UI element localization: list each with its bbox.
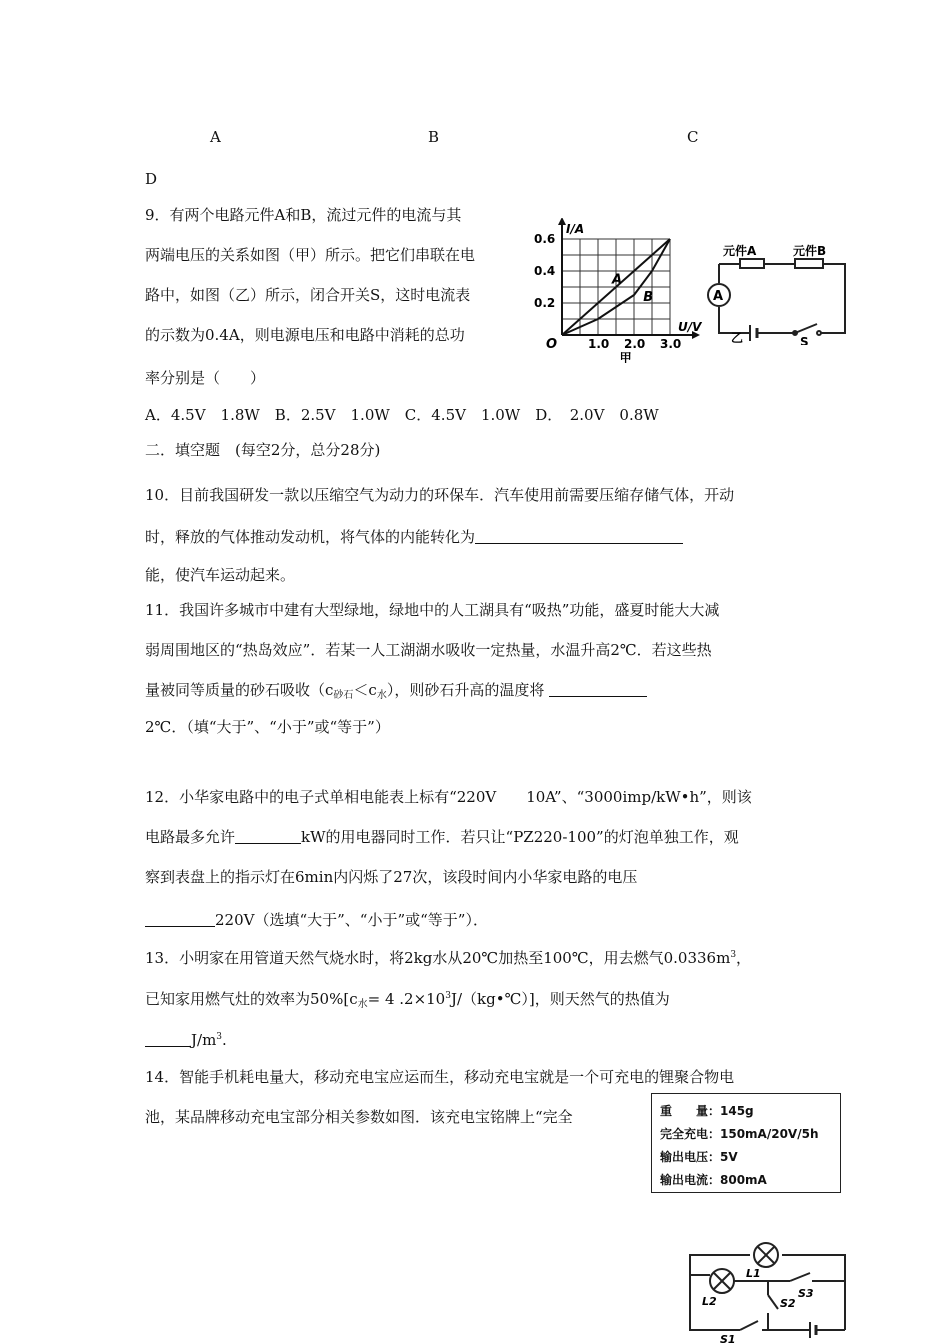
series-label-a: A — [612, 272, 623, 288]
lamp-l2-label: L2 — [702, 1295, 717, 1308]
q11-line-3: 量被同等质量的砂石吸收$(c_{砂石}<c_水)$，则砂石升高的温度将 — [145, 680, 647, 706]
q13-line-2: 已知家用燃气灶的效率为$50\%[c_水= 4$ $.2\times 10^3J/(kg•℃)$]，则天然气的热值为 — [145, 990, 670, 1010]
switch-s3-blade — [790, 1273, 810, 1281]
spec-full-charge: 完全充电：150mA/20V/5h — [660, 1127, 819, 1141]
spec-output-voltage: 输出电压：5V — [660, 1150, 738, 1164]
switch-s3-label: S3 — [798, 1287, 814, 1300]
section-2-heading: 二．填空题 (每空2分，总分28分) — [145, 441, 381, 459]
switch-s2-blade — [768, 1295, 778, 1309]
lamp-circuit-diagram — [680, 1235, 860, 1344]
y-tick-label: 0.6 — [534, 232, 556, 246]
series-circuit-diagram — [695, 240, 855, 345]
q12-line-1: 12．小华家电路中的电子式单相电能表上标有“220V 10A”、“3000imp/kW•h”，则该 — [145, 788, 752, 806]
series-label-b: B — [643, 290, 654, 305]
option-label-a: A — [210, 128, 221, 146]
chart-text — [534, 222, 703, 363]
switch-blade — [795, 324, 817, 333]
y-axis-arrow — [558, 218, 566, 225]
chart-caption: 甲 — [619, 351, 632, 363]
option-label-b: B — [428, 128, 440, 146]
q11-line-4: 2℃．（填“大于”、“小于”或“等于”） — [145, 718, 390, 736]
q10-line-3: 能，使汽车运动起来。 — [145, 566, 296, 584]
q12-line-4: 220V（选填“大于”、“小于”或“等于”）． — [145, 910, 488, 930]
q11-line-2: 弱周围地区的“热岛效应”．若某一人工湖湖水吸收一定热量，水温升高2℃．若这些热 — [145, 641, 712, 659]
q9-line-4: 的示数为0.4A，则电源电压和电路中消耗的总功 — [145, 326, 465, 344]
q9-choices: A．4.5V 1.8W B．2.5V 1.0W C．4.5V 1.0W D． 2.0V 0.8W — [145, 406, 659, 424]
option-label-c: C — [687, 128, 699, 146]
y-tick-label: 0.4 — [534, 264, 556, 278]
spec-output-current: 输出电流：800mA — [660, 1173, 767, 1187]
q12-line-2: 电路最多允许 kW的用电器同时工作．若只让“PZ220-100”的灯泡单独工作，观 — [145, 828, 739, 846]
iv-chart — [530, 218, 715, 363]
y-tick-label: 0.2 — [534, 296, 556, 310]
element-b-resistor — [795, 259, 823, 268]
q12-blank-1[interactable] — [235, 829, 301, 844]
y-axis-label: I/A — [566, 222, 585, 236]
q9-line-1: 9．有两个电路元件A和B，流过元件的电流与其 — [145, 206, 462, 224]
switch-s2-label: S2 — [780, 1297, 796, 1310]
x-axis-label: U/V — [678, 320, 702, 334]
power-bank-spec-box — [651, 1093, 841, 1193]
q12-blank-2[interactable] — [145, 912, 215, 927]
switch-s1-label: S1 — [720, 1333, 736, 1344]
element-a-label: 元件A — [723, 244, 757, 258]
lamp-l1-label: L1 — [746, 1267, 761, 1280]
x-tick-label: 3.0 — [660, 337, 682, 351]
q14-line-1: 14．智能手机耗电量大，移动充电宝应运而生，移动充电宝就是一个可充电的锂聚合物电 — [145, 1068, 735, 1086]
q13-line-3: $J/m^3$. — [145, 1027, 227, 1050]
ammeter-label: A — [713, 289, 724, 304]
x-tick-label: 2.0 — [624, 337, 646, 351]
q9-line-2: 两端电压的关系如图（甲）所示。把它们串联在电 — [145, 246, 476, 264]
q11-blank[interactable] — [549, 682, 647, 697]
spec-weight: 重 量：145g — [660, 1104, 754, 1118]
q13-blank[interactable] — [145, 1032, 191, 1047]
q10-line-2: 时，释放的气体推动发动机，将气体的内能转化为 — [145, 527, 683, 547]
q13-line-1: 13．小明家在用管道天然气烧水时，将2kg水从20℃加热至100℃，用去燃气$0.0336m^3$， — [145, 949, 752, 967]
element-a-resistor — [740, 259, 764, 268]
origin-label: O — [546, 337, 558, 352]
q10-blank[interactable] — [475, 529, 683, 544]
switch-label: S — [800, 335, 809, 345]
x-tick-label: 1.0 — [588, 337, 610, 351]
element-b-label: 元件B — [793, 244, 827, 258]
option-label-d: D — [145, 170, 158, 188]
q12-line-3: 察到表盘上的指示灯在6min内闪烁了27次，该段时间内小华家电路的电压 — [145, 868, 638, 886]
q14-line-2: 池，某品牌移动充电宝部分相关参数如图．该充电宝铭牌上“完全 — [145, 1108, 573, 1126]
circuit-caption: 乙 — [731, 331, 744, 345]
q11-line-1: 11．我国许多城市中建有大型绿地，绿地中的人工湖具有“吸热”功能，盛夏时能大大减 — [145, 601, 720, 619]
q9-line-3: 路中，如图（乙）所示，闭合开关S，这时电流表 — [145, 286, 471, 304]
switch-s1-blade — [740, 1321, 758, 1330]
q9-line-5: 率分别是（ ） — [145, 369, 266, 387]
q10-line-1: 10．目前我国研发一款以压缩空气为动力的环保车．汽车使用前需要压缩存储气体，开动 — [145, 486, 735, 504]
